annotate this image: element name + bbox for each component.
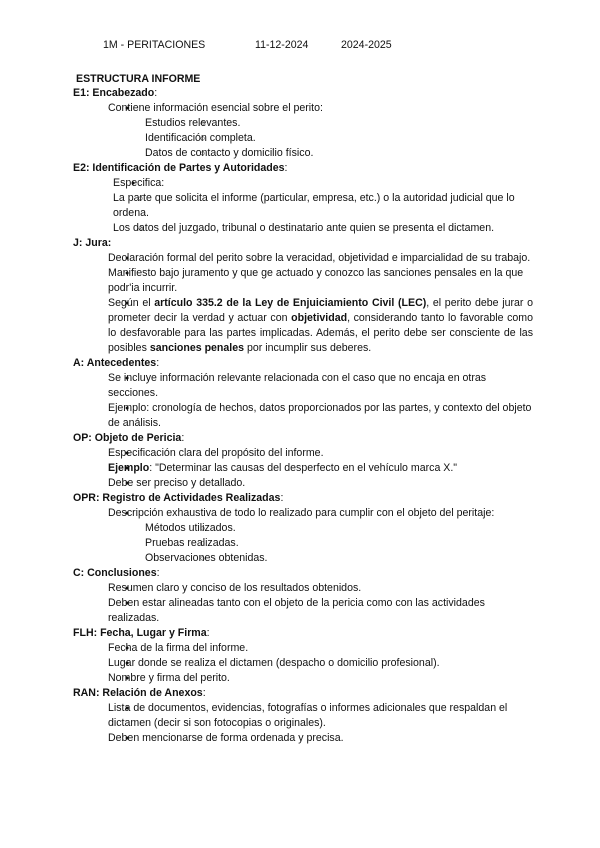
list-item bbox=[108, 296, 533, 356]
sub-list-item: ○ Los datos del juzgado, tribunal o destinatario ante quien se presenta el dictamen. bbox=[113, 221, 533, 236]
sub-list-item: ○ Identificación completa. bbox=[145, 131, 533, 146]
section-list-e2 bbox=[73, 176, 533, 191]
section-list-e1 bbox=[73, 101, 533, 161]
section-title-e1: E1: Encabezado bbox=[73, 87, 155, 99]
page-header bbox=[0, 38, 600, 52]
list-item: ● Lista de documentos, evidencias, fotografías o informes adicionales que respaldan el dictamen (decir si son fotocopias o originales). bbox=[108, 701, 533, 731]
section-colon: : bbox=[284, 162, 288, 174]
list-item: ● Fecha de la firma del informe. bbox=[108, 641, 533, 656]
section-sublist-e2 bbox=[73, 191, 533, 236]
section-colon: : bbox=[181, 432, 185, 444]
list-item: ● Lugar donde se realiza el dictamen (despacho o domicilio profesional). bbox=[108, 656, 533, 671]
section-heading-flh bbox=[73, 626, 533, 641]
section-title-ran: RAN: Relación de Anexos bbox=[73, 687, 203, 699]
sub-list-item: ○ Observaciones obtenidas. bbox=[145, 551, 533, 566]
sub-list-item: ○ Pruebas realizadas. bbox=[145, 536, 533, 551]
header-year: 2024-2025 bbox=[341, 39, 392, 51]
section-list-ran bbox=[73, 701, 533, 746]
section-colon: : bbox=[156, 357, 160, 369]
section-heading-e2 bbox=[73, 161, 533, 176]
section-title-c: C: Conclusiones bbox=[73, 567, 157, 579]
text-run: , considerando tanto lo favorable como lo desfavorable para las partes implicadas. Además, el perito debe ser consciente de las posibles bbox=[108, 312, 533, 354]
section-title-flh: FLH: Fecha, Lugar y Firma bbox=[73, 627, 207, 639]
section-colon: : bbox=[280, 492, 284, 504]
list-item: ● Nombre y firma del perito. bbox=[108, 671, 533, 686]
bold-run: objetividad bbox=[291, 312, 348, 324]
section-title-a: A: Antecedentes bbox=[73, 357, 157, 369]
section-heading-j: J: Jura: bbox=[73, 237, 112, 249]
sub-list bbox=[108, 521, 533, 566]
text-run: : "Determinar las causas del desperfecto en el vehículo marca X." bbox=[149, 462, 458, 474]
sub-list bbox=[108, 116, 533, 161]
document-body bbox=[73, 72, 533, 746]
section-heading-opr bbox=[73, 491, 533, 506]
section-heading-a bbox=[73, 356, 533, 371]
section-list-opr bbox=[73, 506, 533, 566]
section-colon: : bbox=[206, 627, 210, 639]
section-title-opr: OPR: Registro de Actividades Realizadas bbox=[73, 492, 281, 504]
list-item: ● Se incluye información relevante relacionada con el caso que no encaja en otras secciones. bbox=[108, 371, 533, 401]
text-run: Según el bbox=[108, 297, 155, 309]
section-title-e2: E2: Identificación de Partes y Autoridades bbox=[73, 162, 285, 174]
bold-run: artículo 335.2 de la Ley de Enjuiciamiento Civil (LEC) bbox=[154, 297, 427, 309]
section-title-op: OP: Objeto de Pericia bbox=[73, 432, 182, 444]
section-heading-c bbox=[73, 566, 533, 581]
section-heading-e1 bbox=[73, 86, 533, 101]
section-list-a bbox=[73, 371, 533, 431]
section-list-flh bbox=[73, 641, 533, 686]
section-list-c bbox=[73, 581, 533, 626]
section-list-op bbox=[73, 446, 533, 491]
section-heading-op bbox=[73, 431, 533, 446]
section-colon: : bbox=[202, 687, 206, 699]
list-item: ● Deben mencionarse de forma ordenada y precisa. bbox=[108, 731, 533, 746]
bold-run: sanciones penales bbox=[149, 342, 245, 354]
list-item bbox=[108, 461, 533, 476]
section-colon: : bbox=[156, 567, 160, 579]
sub-list-item: ○ Estudios relevantes. bbox=[145, 116, 533, 131]
bold-run: Ejemplo bbox=[108, 462, 150, 474]
list-item: ● Especificación clara del propósito del informe. bbox=[108, 446, 533, 461]
sub-list-item: ○ La parte que solicita el informe (particular, empresa, etc.) o la autoridad judicial que lo ordena. bbox=[113, 191, 533, 221]
list-item: ● Resumen claro y conciso de los resultados obtenidos. bbox=[108, 581, 533, 596]
section-list-j bbox=[73, 251, 533, 356]
list-item: ● Especifica: bbox=[113, 176, 533, 191]
list-item-text: Descripción exhaustiva de todo lo realizado para cumplir con el objeto del peritaje: bbox=[108, 507, 495, 519]
sub-list-item: ○ Métodos utilizados. bbox=[145, 521, 533, 536]
sub-list-item: ○ Datos de contacto y domicilio físico. bbox=[145, 146, 533, 161]
text-run: por incumplir sus deberes. bbox=[244, 342, 372, 354]
list-item: ● Ejemplo: cronología de hechos, datos proporcionados por las partes, y contexto del objeto de análisis. bbox=[108, 401, 533, 431]
document-title: ESTRUCTURA INFORME bbox=[76, 73, 201, 85]
text-run: , el perito debe jurar o prometer decir la verdad y actuar con bbox=[108, 297, 533, 324]
section-colon: : bbox=[154, 87, 158, 99]
header-course: 1M - PERITACIONES bbox=[103, 39, 206, 51]
list-item: ● Declaración formal del perito sobre la veracidad, objetividad e imparcialidad de su trabajo. bbox=[108, 251, 533, 266]
list-item: ● Deben estar alineadas tanto con el objeto de la pericia como con las actividades realizadas. bbox=[108, 596, 533, 626]
list-item: ● Manifiesto bajo juramento y que ge actuado y conozco las sanciones pensales en la que podr'ia incurrir. bbox=[108, 266, 533, 296]
list-item-text: Contiene información esencial sobre el perito: bbox=[108, 102, 323, 114]
section-heading-ran bbox=[73, 686, 533, 701]
list-item bbox=[108, 101, 533, 161]
list-item bbox=[108, 506, 533, 566]
header-date: 11-12-2024 bbox=[255, 39, 309, 51]
list-item: ● Debe ser preciso y detallado. bbox=[108, 476, 533, 491]
